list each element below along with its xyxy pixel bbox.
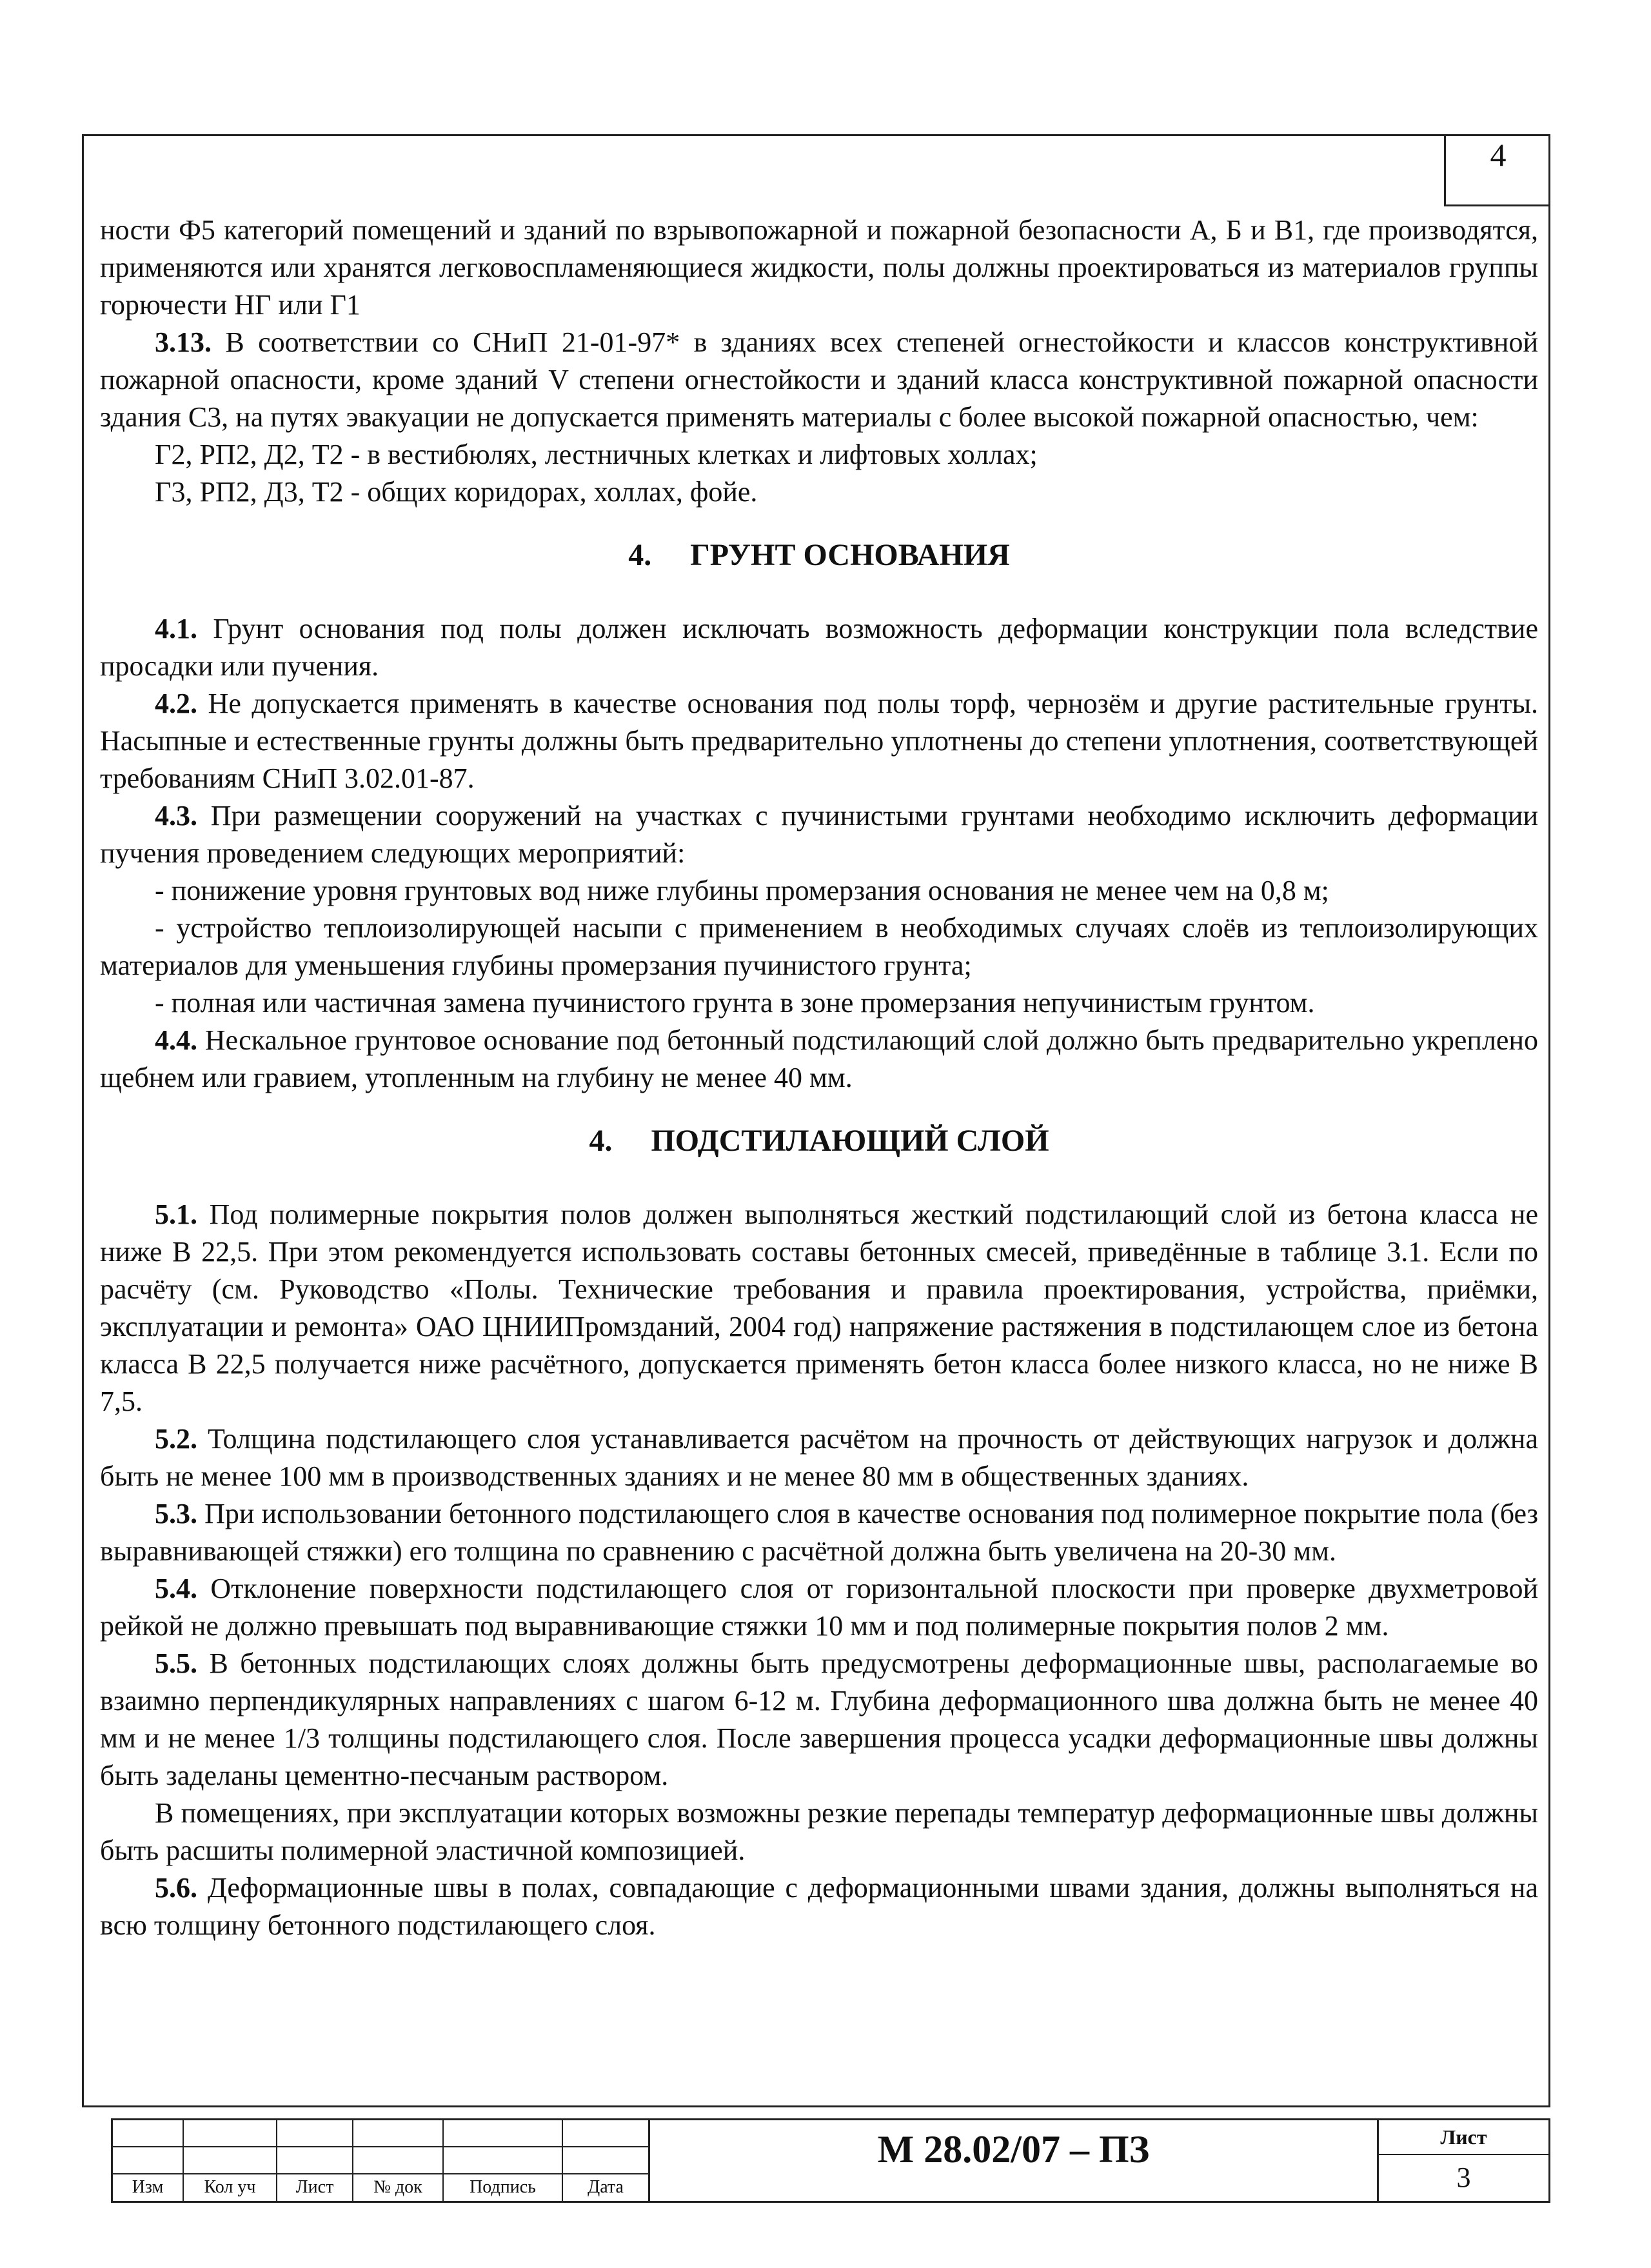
paragraph-5-4: 5.4. Отклонение поверхности подстилающего слоя от горизонтальной плоскости при проверке двухметровой рейкой не должно превышать под выравнивающие стяжки 10 мм и под полимерные покрытия полов 2 мм. — [100, 1573, 1538, 1642]
title-block — [111, 2118, 1550, 2203]
section-heading-5: 4. ПОДСТИЛАЮЩИЙ СЛОЙ — [589, 1124, 1049, 1158]
column-header: Лист — [277, 2174, 353, 2201]
column-header: № док — [353, 2174, 444, 2201]
sheet-cell — [1377, 2120, 1548, 2201]
paragraph-4-2: 4.2. Не допускается применять в качестве основания под полы торф, чернозём и другие растительные грунты. Насыпные и естественные грунты должны быть предварительно уплотнены до степени уплотнения, соответствующей требованиям СНиП 3.02.01-87. — [100, 688, 1539, 794]
column-header: Изм — [113, 2174, 184, 2201]
clause-text: В соответствии со СНиП 21-01-97* в зданиях всех степеней огнестойкости и классов конструктивной пожарной опасности, кроме зданий V степени огнестойкости и зданий класса конструктивной пожарной опасности здания С3, на путях эвакуации не допускается применять материалы с более высокой пожарной опасностью, чем: — [100, 326, 1538, 433]
list-line: Г3, РП2, Д3, Т2 - общих коридорах, холлах, фойе. — [155, 476, 758, 508]
section-heading-4: 4. ГРУНТ ОСНОВАНИЯ — [628, 538, 1010, 572]
paragraph-5-2: 5.2. Толщина подстилающего слоя устанавливается расчётом на прочность от действующих нагрузок и должна быть не менее 100 мм в производственных зданиях и не менее 80 мм в общественных зданиях. — [100, 1423, 1538, 1492]
list-item: - понижение уровня грунтовых вод ниже глубины промерзания основания не менее чем на 0,8 м; — [155, 875, 1329, 906]
column-header: Дата — [588, 2177, 624, 2197]
paragraph-5-5: 5.5. В бетонных подстилающих слоях должны быть предусмотрены деформационные швы, располагаемые во взаимно перпендикулярных направлениях с шагом 6-12 м. Глубина деформационного шва должна быть не менее 40 мм и не менее 1/3 толщины подстилающего слоя. После завершения процесса усадки деформационные швы должны быть заделаны цементно-песчаным раствором. — [100, 1647, 1539, 1791]
revision-table — [113, 2120, 648, 2201]
paragraph-4-1: 4.1. Грунт основания под полы должен исключать возможность деформации конструкции пола вследствие просадки или пучения. — [100, 613, 1539, 682]
document-code: М 28.02/07 – ПЗ — [648, 2120, 1377, 2201]
paragraph-4-4: 4.4. Нескальное грунтовое основание под бетонный подстилающий слой должно быть предварительно укреплено щебнем или гравием, утопленным на глубину не менее 40 мм. — [100, 1024, 1539, 1093]
list-item: - полная или частичная замена пучинистого грунта в зоне промерзания непучинистым грунтом. — [155, 987, 1315, 1019]
paragraph-5-5-extra: В помещениях, при эксплуатации которых возможны резкие перепады температур деформационные швы должны быть расшиты полимерной эластичной композицией. — [100, 1797, 1538, 1866]
paragraph-continuation: ности Ф5 категорий помещений и зданий по взрывопожарной и пожарной безопасности А, Б и В1, где производятся, применяются или хранятся легковоспламеняющиеся жидкости, полы должны проектироваться из материалов группы горючести НГ или Г1 — [100, 214, 1538, 321]
document-body — [100, 212, 1538, 1944]
clause-number: 3.13. — [155, 326, 212, 358]
sheet-number: 3 — [1456, 2162, 1471, 2193]
paragraph-4-3: 4.3. При размещении сооружений на участках с пучинистыми грунтами необходимо исключить деформации пучения проведением следующих мероприятий: — [100, 800, 1539, 869]
paragraph-5-6: 5.6. Деформационные швы в полах, совпадающие с деформационными швами здания, должны выполняться на всю толщину бетонного подстилающего слоя. — [100, 1872, 1538, 1941]
list-item: - устройство теплоизолирующей насыпи с применением в необходимых случаях слоёв из теплоизолирующих материалов для уменьшения глубины промерзания пучинистого грунта; — [100, 912, 1538, 981]
paragraph-3-13 — [100, 324, 1538, 436]
page-number: 4 — [1444, 134, 1550, 206]
paragraph-5-1: 5.1. Под полимерные покрытия полов должен выполняться жесткий подстилающий слой из бетона класса не ниже В 22,5. При этом рекомендуется использовать составы бетонных смесей, приведённые в таблице 3.1. Если по расчёту (см. Руководство «Полы. Технические требования и правила проектирования, устройства, приёмки, эксплуатации и ремонта» ОАО ЦНИИПромзданий, 2004 год) напряжение растяжения в подстилающем слое из бетона класса В 22,5 получается ниже расчётного, допускается применять бетон класса более низкого класса, но не ниже В 7,5. — [100, 1199, 1538, 1417]
column-header: Подпись — [444, 2174, 563, 2201]
paragraph-5-3: 5.3. При использовании бетонного подстилающего слоя в качестве основания под полимерное покрытие пола (без выравнивающей стяжки) его толщина по сравнению с расчётной должна быть увеличена на 20-30 мм. — [100, 1498, 1539, 1567]
sheet-label: Лист — [1379, 2120, 1548, 2155]
list-line: Г2, РП2, Д2, Т2 - в вестибюлях, лестничных клетках и лифтовых холлах; — [155, 439, 1038, 470]
column-header: Кол уч — [184, 2174, 277, 2201]
